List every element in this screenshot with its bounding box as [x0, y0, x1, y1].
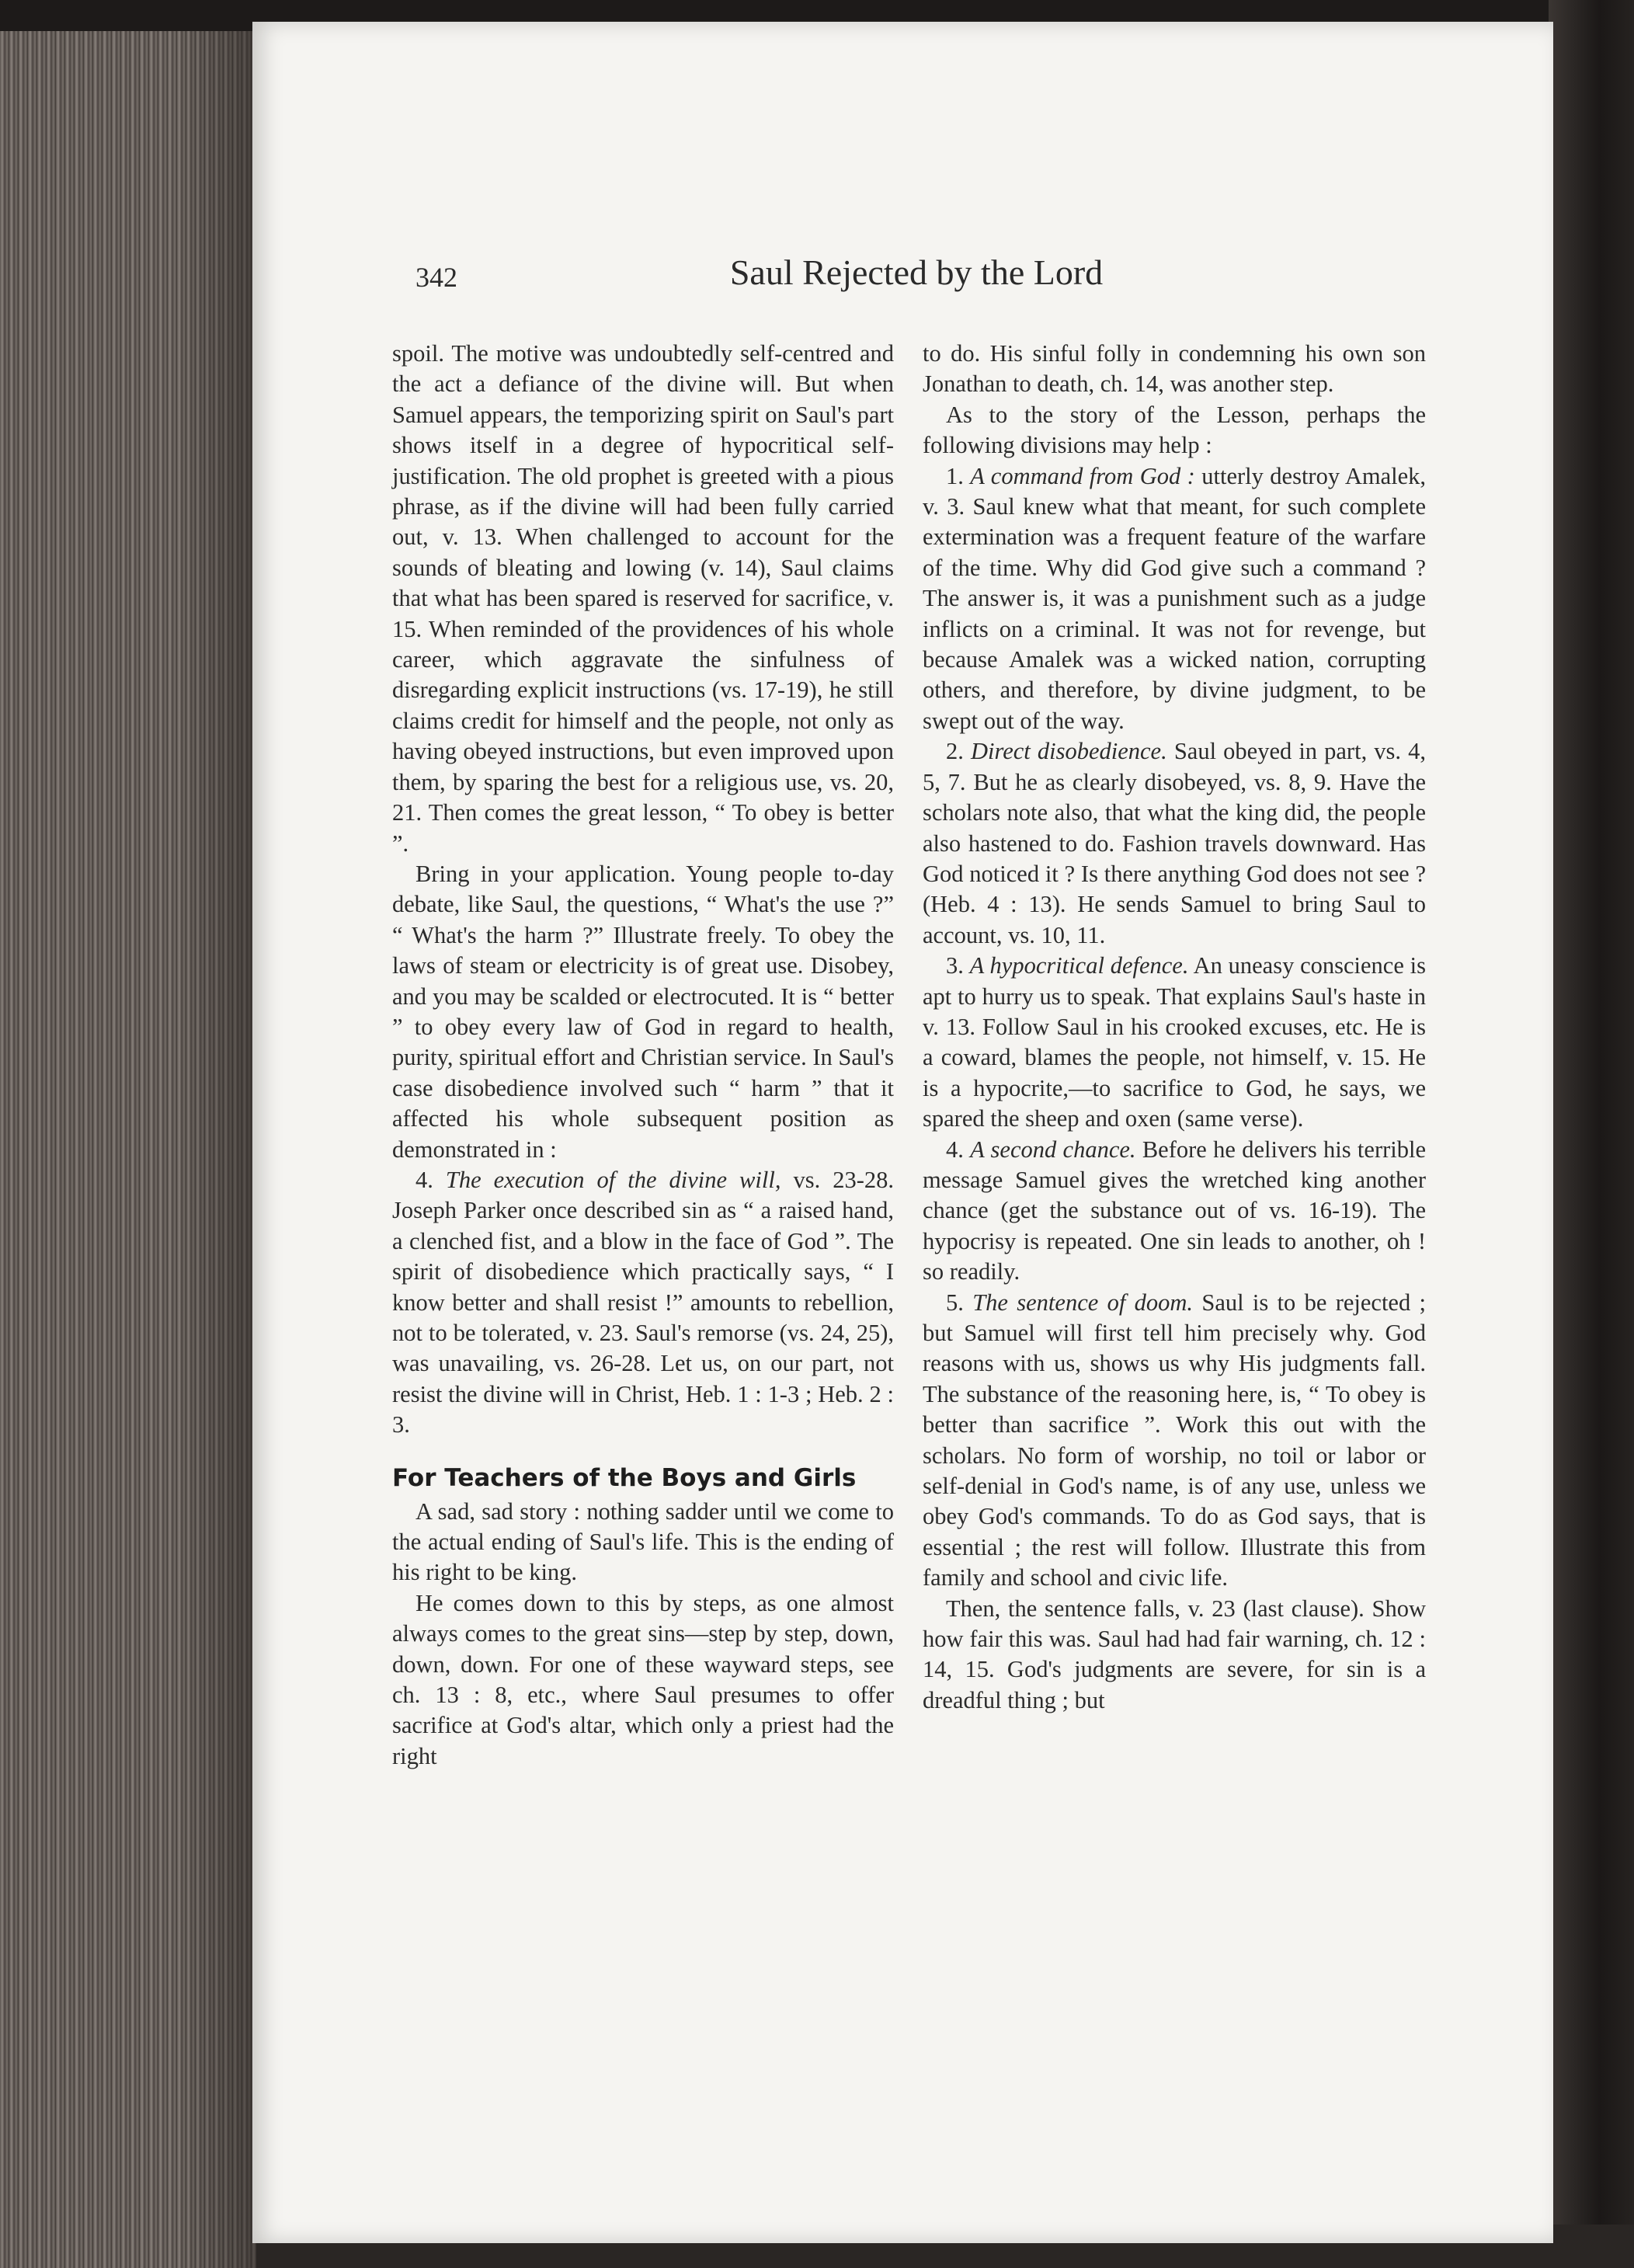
division-3	[923, 951, 1426, 1134]
running-title: Saul Rejected by the Lord	[729, 252, 1104, 292]
item-text: Before he delivers his terrible message Samuel gives the wretched king another chance (get the substance out of vs. 16-19). The hypocrisy is repeated. One sin leads to another, oh ! so readily.	[923, 1136, 1426, 1285]
item-number: 1.	[946, 462, 964, 489]
item-text: vs. 23-28. Joseph Parker once described sin as “ a raised hand, a clenched fist, and a blow in the face of God ”. The spirit of disobedience which practically says, “ I know better and shall resist !” amounts to rebellion, not to be tolerated, v. 23. Saul's remorse (vs. 24, 25), was unavailing, vs. 26-28. Let us, on our part, not resist the divine will in Christ, Heb. 1 : 1-3 ; Heb. 2 : 3.	[392, 1166, 895, 1438]
item-number: 5.	[946, 1289, 964, 1316]
item-text: Saul obeyed in part, vs. 4, 5, 7. But he as clearly disobeyed, vs. 8, 9. Have the scholars note also, that what the king did, the people also hastened to do. Fashion travels downward. Has God noticed it ? Is there anything God does not see ? (Heb. 4 : 13). He sends Samuel to bring Saul to account, vs. 10, 11.	[923, 738, 1427, 948]
item-title: A second chance.	[970, 1136, 1136, 1163]
item-number: 2.	[946, 738, 964, 765]
book-page	[252, 22, 1553, 2243]
paragraph: A sad, sad story : nothing sadder until we come to the actual ending of Saul's life. This is the ending of his right to be king.	[392, 1498, 894, 1586]
paragraph: Then, the sentence falls, v. 23 (last clause). Show how fair this was. Saul had had fair warning, ch. 12 : 14, 15. God's judgments are severe, for sin is a dreadful thing ; but	[923, 1595, 1426, 1713]
section-heading: For Teachers of the Boys and Girls	[392, 1463, 857, 1492]
paragraph: to do. His sinful folly in condemning his own son Jonathan to death, ch. 14, was another step.	[923, 340, 1426, 398]
background-right	[1549, 0, 1634, 2225]
item-number: 4.	[946, 1136, 964, 1163]
page-gutter-shadow	[179, 31, 256, 2268]
item-text: utterly destroy Amalek, v. 3. Saul knew what that meant, for such complete extermination was a frequent feature of the warfare of the time. Why did God give such a command ? The answer is, it was a punishment such as a judge inflicts on a criminal. It was not for revenge, but because Amalek was a wicked nation, corrupting others, and therefore, by divine judgment, to be swept out of the way.	[923, 462, 1426, 734]
division-4	[923, 1135, 1426, 1288]
paragraph-execution	[392, 1165, 894, 1441]
division-2	[923, 736, 1426, 951]
item-text: An uneasy conscience is apt to hurry us to speak. That explains Saul's haste in v. 13. Follow Saul in his crooked excuses, etc. He is a coward, blames the people, not himself, v. 15. He is a hypocrite,—to sacrifice to God, he says, we spared the sheep and oxen (same verse).	[923, 952, 1427, 1132]
division-1	[923, 461, 1426, 737]
item-number: 3.	[946, 952, 964, 979]
item-title: Direct disobedience.	[970, 738, 1167, 765]
paragraph: Bring in your application. Young people to-day debate, like Saul, the questions, “ What's the use ?” “ What's the harm ?” Illustrate freely. To obey the laws of steam or electricity is of great use. Disobey, and you may be scalded or electrocuted. It is “ better ” to obey every law of God in regard to health, purity, spiritual effort and Christian service. In Saul's case disobedience involved such “ harm ” that it affected his whole subsequent position as demonstrated in :	[392, 860, 894, 1163]
page-number: 342	[415, 262, 457, 293]
paragraph: As to the story of the Lesson, perhaps the following divisions may help :	[923, 401, 1426, 459]
item-text: Saul is to be rejected ; but Samuel will first tell him precisely why. God reasons with us, shows us why His judgments fall. The substance of the reasoning here, is, “ To obey is better than sacrifice ”. Work this out with the scholars. No form of worship, no toil or labor or self-denial in God's name, is of any use, unless we obey God's commands. To do as God says, that is essential ; the rest will follow. Illustrate this from family and school and civic life.	[923, 1289, 1427, 1591]
item-title: The sentence of doom.	[972, 1289, 1194, 1316]
page-header	[415, 247, 1386, 309]
item-title: The execution of the divine will,	[445, 1166, 781, 1193]
division-5	[923, 1288, 1426, 1594]
item-number: 4.	[415, 1166, 433, 1193]
item-title: A hypocritical defence.	[969, 952, 1189, 979]
right-column	[923, 339, 1426, 1716]
paragraph: spoil. The motive was undoubtedly self-centred and the act a defiance of the divine will. But when Samuel appears, the temporizing spirit on Saul's part shows itself in a degree of hypocritical self-justification. The old prophet is greeted with a pious phrase, as if the divine will had been fully carried out, v. 13. When challenged to account for the sounds of bleating and lowing (v. 14), Saul claims that what has been spared is reserved for sacrifice, v. 15. When reminded of the providences of his whole career, which aggravate the sinfulness of disregarding explicit instructions (vs. 17-19), he still claims credit for himself and the people, not only as having obeyed instructions, but even improved upon them, by sparing the best for a religious use, vs. 20, 21. Then comes the great lesson, “ To obey is better ”.	[392, 340, 894, 857]
paragraph: He comes down to this by steps, as one almost always comes to the great sins—step by step, down, down, down. For one of these wayward steps, see ch. 13 : 8, etc., where Saul presumes to offer sacrifice at God's altar, which only a priest had the right	[392, 1589, 894, 1769]
left-column	[392, 339, 894, 1772]
item-title: A command from God :	[970, 462, 1195, 489]
